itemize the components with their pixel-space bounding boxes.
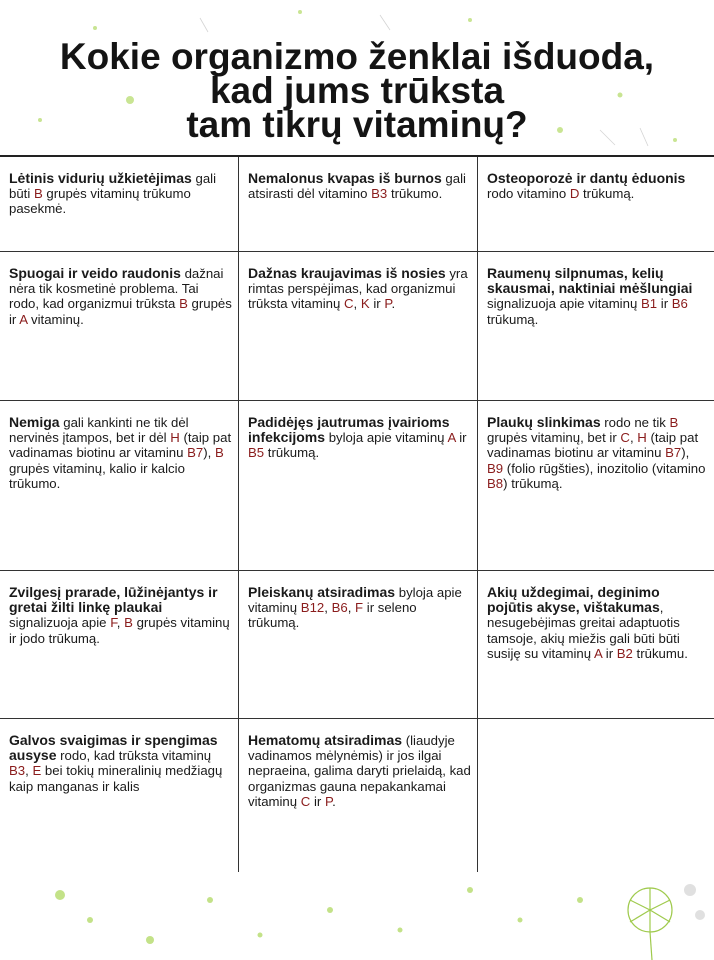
symptom-cell [239, 401, 478, 571]
vitamin-name: F [110, 615, 117, 631]
description-text: , [324, 600, 332, 616]
description-text: yra rimtas perspėjimas, kad organizmui trūksta vitaminų [248, 266, 468, 312]
description-text: trūkumu. [632, 645, 688, 661]
vitamin-name: C [300, 793, 311, 809]
description-text: rodo vitamino [487, 186, 570, 202]
title-line-1: Kokie organizmo ženklai išduoda, [59, 36, 655, 77]
description-text: , [629, 430, 638, 446]
description-text: grupės vitaminų, bet ir [487, 430, 621, 446]
description-text: . [332, 793, 336, 809]
symptom-heading: Akių uždegimai, deginimo pojūtis akyse, vištakumas [487, 584, 660, 616]
vitamin-deficiency-grid [0, 155, 714, 872]
symptom-heading: Spuogai ir veido raudonis [9, 265, 181, 281]
symptom-cell [0, 157, 239, 252]
vitamin-name: P [324, 793, 333, 809]
vitamin-name: H [637, 430, 647, 446]
description-text: rodo, kad trūksta vitaminų [56, 748, 212, 764]
description-text: ir [602, 645, 617, 661]
page-title [0, 36, 714, 145]
description-text: , nesugebėjimas greitai adaptuotis tamsoje, akių miežis gali būti būti susiję su vitaminų [487, 600, 680, 661]
vitamin-name: B6 [671, 296, 688, 312]
description-text: byloja apie vitaminų [248, 585, 462, 616]
description-text: ir [657, 296, 672, 312]
symptom-heading: Nemiga [9, 414, 60, 430]
vitamin-name: B3 [371, 186, 388, 202]
description-text: ir [369, 296, 385, 312]
description-text: grupės vitaminų, kalio ir kalcio trūkumo. [9, 460, 185, 491]
symptom-heading: Hematomų atsiradimas [248, 732, 403, 748]
description-text: , [116, 615, 125, 631]
description-text: trūkumą. [579, 186, 635, 202]
description-text: gali būti [9, 171, 217, 202]
description-text: grupės vitaminų ir jodo trūkumą. [9, 615, 230, 646]
description-text: signalizuoja apie vitaminų [487, 296, 641, 312]
description-text: trūkumą. [487, 311, 539, 327]
vitamin-name: A [19, 311, 28, 327]
symptom-cell [0, 571, 239, 719]
title-line-2: kad jums trūksta [209, 70, 505, 111]
symptom-cell [239, 157, 478, 252]
title-line-3: tam tikrų vitaminų? [186, 104, 528, 145]
symptom-heading: Dažnas kraujavimas iš nosies [248, 265, 446, 281]
symptom-cell [478, 252, 714, 401]
vitamin-name: K [360, 296, 370, 312]
symptom-heading: Padidėjęs jautrumas įvairioms infekcijoms [248, 414, 450, 446]
symptom-cell [239, 719, 478, 872]
symptom-heading: Nemalonus kvapas iš burnos [248, 170, 442, 186]
description-text: , [25, 763, 33, 779]
vitamin-name: C [620, 430, 630, 446]
description-text: gali kankinti ne tik dėl nervinės įtampos, bet ir dėl [9, 415, 189, 446]
vitamin-name: B [215, 445, 224, 461]
description-text: dažnai nėra tik kosmetinė problema. Tai rodo, kad organizmui trūksta [9, 266, 224, 312]
symptom-cell [239, 252, 478, 401]
vitamin-name: F [355, 600, 364, 616]
vitamin-name: B7 [665, 445, 682, 461]
description-text: signalizuoja apie [9, 615, 111, 631]
symptom-heading: Pleiskanų atsiradimas [248, 584, 396, 600]
empty-cell [478, 719, 714, 872]
description-text: ir [310, 793, 325, 809]
vitamin-name: E [32, 763, 42, 779]
vitamin-name: B8 [487, 475, 504, 491]
description-text: . [391, 296, 396, 312]
vitamin-name: B1 [640, 296, 658, 312]
vitamin-name: A [594, 645, 603, 661]
vitamin-name: B9 [487, 460, 504, 476]
description-text: trūkumo. [387, 186, 443, 202]
description-text: gali atsirasti dėl vitamino [248, 171, 466, 202]
vitamin-name: D [569, 186, 580, 202]
symptom-heading: Galvos svaigimas ir spengimas ausyse [9, 732, 218, 764]
description-text: ir seleno trūkumą. [248, 600, 417, 631]
vitamin-name: B [124, 615, 133, 631]
vitamin-name: H [170, 430, 180, 446]
description-text: grupės vitaminų trūkumo pasekmė. [9, 186, 191, 217]
symptom-heading: Osteoporozė ir dantų ėduonis [487, 170, 686, 186]
symptom-heading: Raumenų silpnumas, kelių skausmai, naktiniai mėšlungiai [487, 265, 693, 297]
description-text: bei tokių mineralinių medžiagų kaip manganas ir kalis [9, 763, 223, 794]
symptom-heading: Plaukų slinkimas [487, 414, 601, 430]
description-text: ) trūkumą. [503, 475, 563, 491]
description-text: rodo ne tik [600, 415, 670, 430]
description-text: (taip pat vadinamas biotinu ar vitaminu [9, 430, 232, 461]
description-text: byloja apie vitaminų [325, 430, 448, 446]
vitamin-name: A [447, 430, 456, 446]
symptom-cell [478, 157, 714, 252]
description-text: grupės ir [9, 296, 232, 327]
vitamin-name: B2 [616, 645, 633, 661]
symptom-cell [0, 719, 239, 872]
description-text: , [353, 296, 361, 312]
vitamin-name: B5 [248, 445, 265, 461]
description-text: (taip pat vadinamas biotinu ar vitaminu [487, 430, 699, 461]
vitamin-name: P [384, 296, 392, 312]
description-text: ir [455, 430, 467, 446]
vitamin-name: B6 [331, 600, 348, 616]
description-text: vitaminų. [27, 311, 84, 327]
vitamin-name: C [344, 296, 354, 312]
description-text: trūkumą. [264, 445, 320, 461]
symptom-cell [0, 401, 239, 571]
dandelion-decoration-bottom [0, 860, 714, 960]
vitamin-name: B [179, 296, 188, 312]
description-text: (liaudyje vadinamos mėlynėmis) ir jos ilgai nepraeina, galima daryti prielaidą, kad organizmas gauna nepakankamai vitaminų [248, 733, 471, 809]
symptom-cell [478, 401, 714, 571]
vitamin-name: B7 [187, 445, 204, 461]
symptom-cell [239, 571, 478, 719]
description-text: (folio rūgšties), inozitolio (vitamino [503, 460, 706, 476]
symptom-cell [478, 571, 714, 719]
description-text: ), [681, 445, 690, 461]
description-text: ), [203, 445, 215, 461]
symptom-heading: Lėtinis vidurių užkietėjimas [9, 170, 192, 186]
symptom-heading: Zvilgesį prarade, lūžinėjantys ir gretai žilti linkę plaukai [9, 584, 218, 616]
description-text: , [347, 600, 356, 616]
vitamin-name: B [669, 415, 679, 430]
symptom-cell [0, 252, 239, 401]
vitamin-name: B [33, 186, 43, 202]
vitamin-name: B12 [300, 600, 325, 616]
vitamin-name: B3 [9, 763, 26, 779]
